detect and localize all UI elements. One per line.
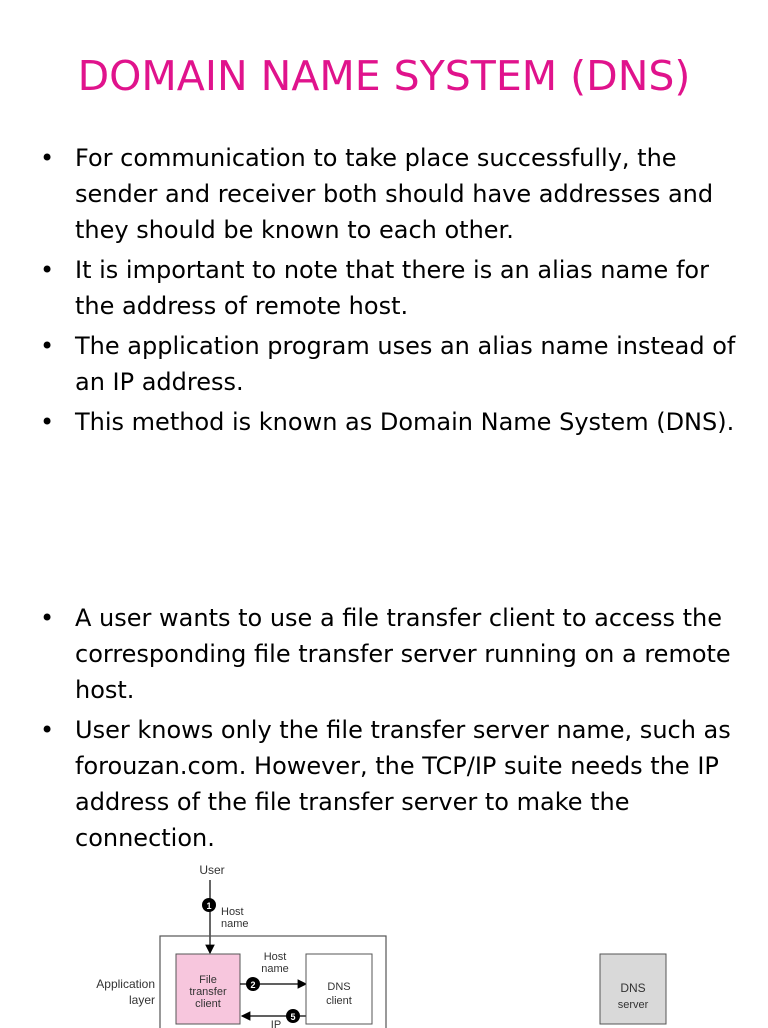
ftc-label-2: transfer: [189, 986, 227, 998]
bullet-text: User knows only the file transfer server name, such as forouzan.com. However, the TCP/IP suite needs the IP address of the file transfer server to make the connection.: [75, 716, 731, 852]
ip-label: IP: [270, 1019, 282, 1028]
bullet-text: A user wants to use a file transfer client to access the corresponding file transfer server running on a remote host.: [75, 604, 731, 704]
application-layer-label-1: Application: [96, 977, 155, 991]
host-name-arrow-label-1: Host: [263, 951, 287, 963]
bullet-item: [40, 328, 740, 400]
bullet-list-top: [40, 140, 740, 444]
host-name-label-2: name: [221, 918, 249, 930]
ftc-label-3: client: [195, 998, 221, 1010]
bullet-item: [40, 404, 740, 440]
bullet-dot: •: [40, 144, 55, 172]
page-title: DOMAIN NAME SYSTEM (DNS): [77, 52, 691, 100]
dns-diagram: [0, 856, 768, 1028]
dns-server-label-2: server: [617, 999, 649, 1011]
bullet-item: [40, 252, 740, 324]
bullet-dot: •: [40, 332, 55, 360]
bullet-text: This method is known as Domain Name System (DNS).: [75, 408, 735, 436]
dns-server-label-1: DNS: [620, 981, 646, 995]
bullet-dot: •: [40, 716, 55, 744]
bullet-text: For communication to take place successfully, the sender and receiver both should have addresses and they should be known to each other.: [75, 144, 714, 244]
dns-client-label-2: client: [326, 995, 352, 1007]
step-5-number: 5: [290, 1012, 296, 1022]
dns-diagram-svg: [0, 856, 768, 1028]
bullet-item: [40, 600, 740, 708]
host-name-arrow-label-2: name: [261, 963, 289, 975]
bullet-dot: •: [40, 256, 55, 284]
application-layer-label-2: layer: [128, 993, 155, 1007]
user-label: User: [199, 863, 225, 877]
bullet-dot: •: [40, 408, 55, 436]
ftc-label-1: File: [199, 974, 217, 986]
bullet-text: It is important to note that there is an alias name for the address of remote host.: [75, 256, 709, 320]
host-name-label-1: Host: [221, 906, 244, 918]
step-2-number: 2: [250, 980, 256, 990]
bullet-list-bottom: [40, 600, 740, 860]
bullet-item: [40, 712, 740, 856]
bullet-dot: •: [40, 604, 55, 632]
dns-client-label-1: DNS: [327, 981, 351, 993]
bullet-item: [40, 140, 740, 248]
bullet-text: The application program uses an alias name instead of an IP address.: [75, 332, 736, 396]
step-1-number: 1: [206, 901, 212, 911]
